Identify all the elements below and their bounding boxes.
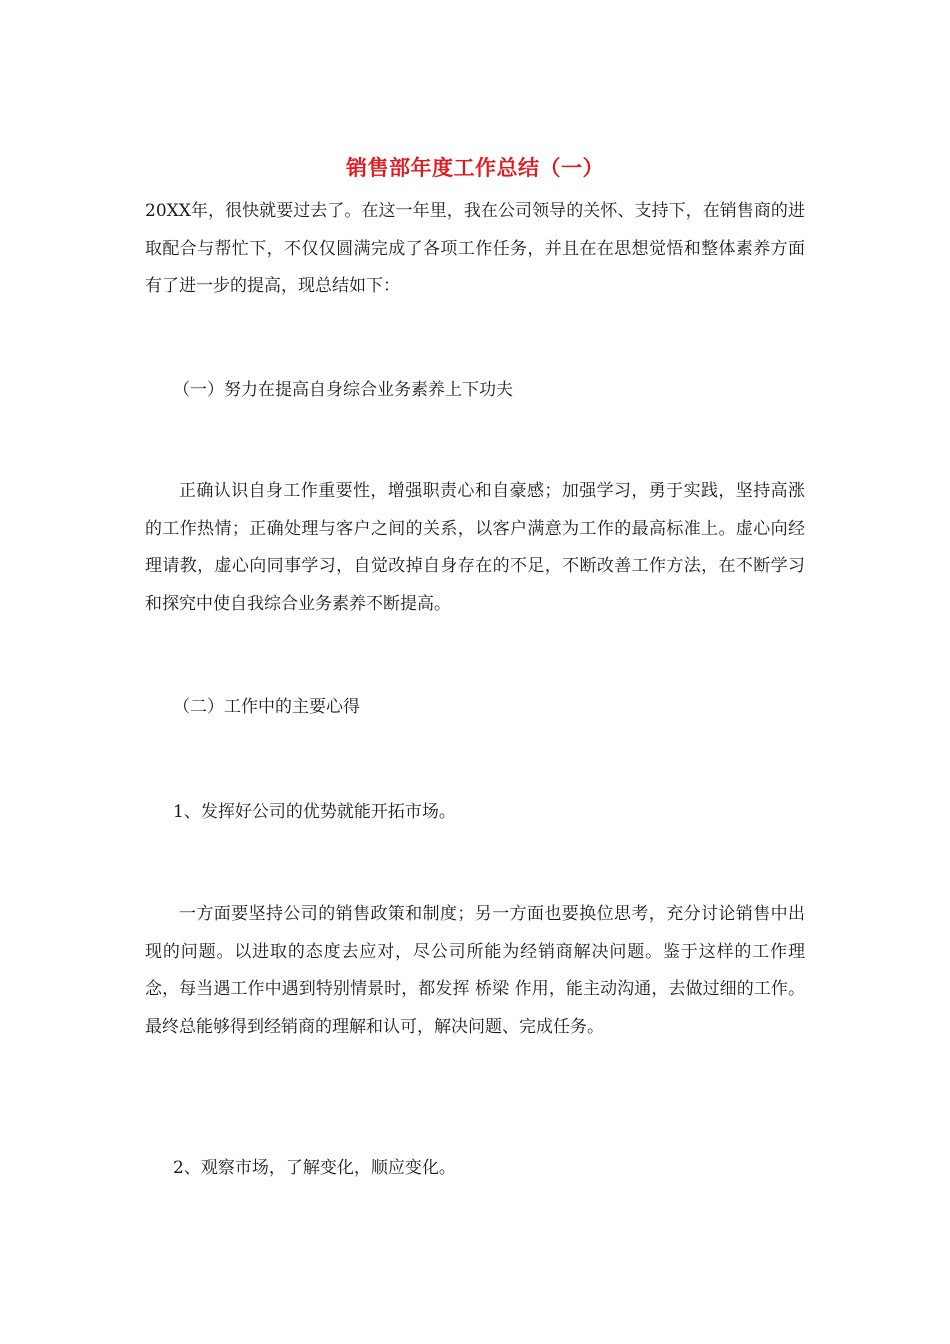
section2-heading: （二）工作中的主要心得 [173, 697, 360, 717]
point2-heading: 2、观察市场，了解变化，顺应变化。 [173, 1158, 456, 1178]
intro-paragraph: 20XX年，很快就要过去了。在这一年里，我在公司领导的关怀、支持下，在销售商的进取配合与帮忙下，不仅仅圆满完成了各项工作任务，并且在在思想觉悟和整体素养方面有了进一步的提高，现总结如下： [145, 201, 805, 296]
point1-paragraph: 一方面要坚持公司的销售政策和制度；另一方面也要换位思考，充分讨论销售中出现的问题。以进取的态度去应对，尽公司所能为经销商解决问题。鉴于这样的工作理念，每当遇工作中遇到特别情景时，都发挥 桥梁 作用，能主动沟通，去做过细的工作。最终总能够得到经销商的理解和认可，解决问题、完成任务。 [145, 904, 805, 1037]
point1-heading: 1、发挥好公司的优势就能开拓市场。 [173, 802, 456, 822]
section1-heading: （一）努力在提高自身综合业务素养上下功夫 [173, 380, 513, 400]
document-title: 销售部年度工作总结（一） [346, 155, 604, 180]
section1-paragraph: 正确认识自身工作重要性，增强职责心和自豪感；加强学习，勇于实践，坚持高涨的工作热情；正确处理与客户之间的关系，以客户满意为工作的最高标准上。虚心向经理请教，虚心向同事学习，自觉改掉自身存在的不足，不断改善工作方法，在不断学习和探究中使自我综合业务素养不断提高。 [145, 481, 805, 614]
